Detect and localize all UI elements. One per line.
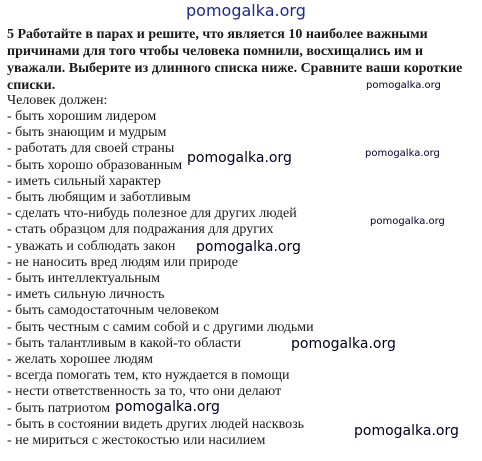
list-item: - работать для своей страны xyxy=(7,141,175,157)
list-item: - быть талантливым в какой-то области xyxy=(7,335,242,351)
list-item: - быть интеллектуальным xyxy=(7,271,161,287)
list-item: - быть в состоянии видеть других людей насквозь xyxy=(7,416,304,432)
list-item: - не мириться с жестокостью или насилием xyxy=(7,433,266,449)
watermark: pomogalka.org xyxy=(370,216,445,227)
list-item: - не наносить вред людям или природе xyxy=(7,254,238,270)
list-item: - сделать что-нибудь полезное для других людей xyxy=(7,206,297,222)
intro-text: Человек должен: xyxy=(7,93,108,108)
list-item: - стать образцом для подражания для других xyxy=(7,222,274,238)
watermark: pomogalka.org xyxy=(115,399,220,415)
watermark: pomogalka.org xyxy=(365,148,440,159)
list-item: - иметь сильный характер xyxy=(7,173,161,189)
list-item: - иметь сильную личность xyxy=(7,287,165,303)
list-item: - быть патриотом xyxy=(7,400,111,416)
watermark: pomogalka.org xyxy=(291,336,396,352)
task-heading: 5 Работайте в парах и решите, что является 10 наиболее важными причинами для того чтобы человека помнили, восхищались им и уважали. Выберите из длинного списка ниже. Сравните ваши короткие списки. xyxy=(7,27,463,93)
list-item: - нести ответственность за то, что они делают xyxy=(7,384,282,400)
watermark: pomogalka.org xyxy=(196,239,301,255)
list-item: - быть честным с самим собой и с другими людьми xyxy=(7,319,314,335)
list-item: - уважать и соблюдать закон xyxy=(7,238,176,254)
watermark: pomogalka.org xyxy=(366,80,441,91)
list-item: - быть любящим и заботливым xyxy=(7,190,191,206)
list-item: - быть самодостаточным человеком xyxy=(7,303,220,319)
list-item: - быть хорошим лидером xyxy=(7,109,157,124)
list-item: - быть хорошо образованным xyxy=(7,157,183,173)
watermark: pomogalka.org xyxy=(354,423,459,439)
watermark-top: pomogalka.org xyxy=(186,1,306,20)
list-item: - желать хорошее людям xyxy=(7,352,154,368)
list-item: - всегда помогать тем, кто нуждается в помощи xyxy=(7,368,290,384)
list-item: - быть знающим и мудрым xyxy=(7,125,167,141)
watermark: pomogalka.org xyxy=(187,150,292,166)
